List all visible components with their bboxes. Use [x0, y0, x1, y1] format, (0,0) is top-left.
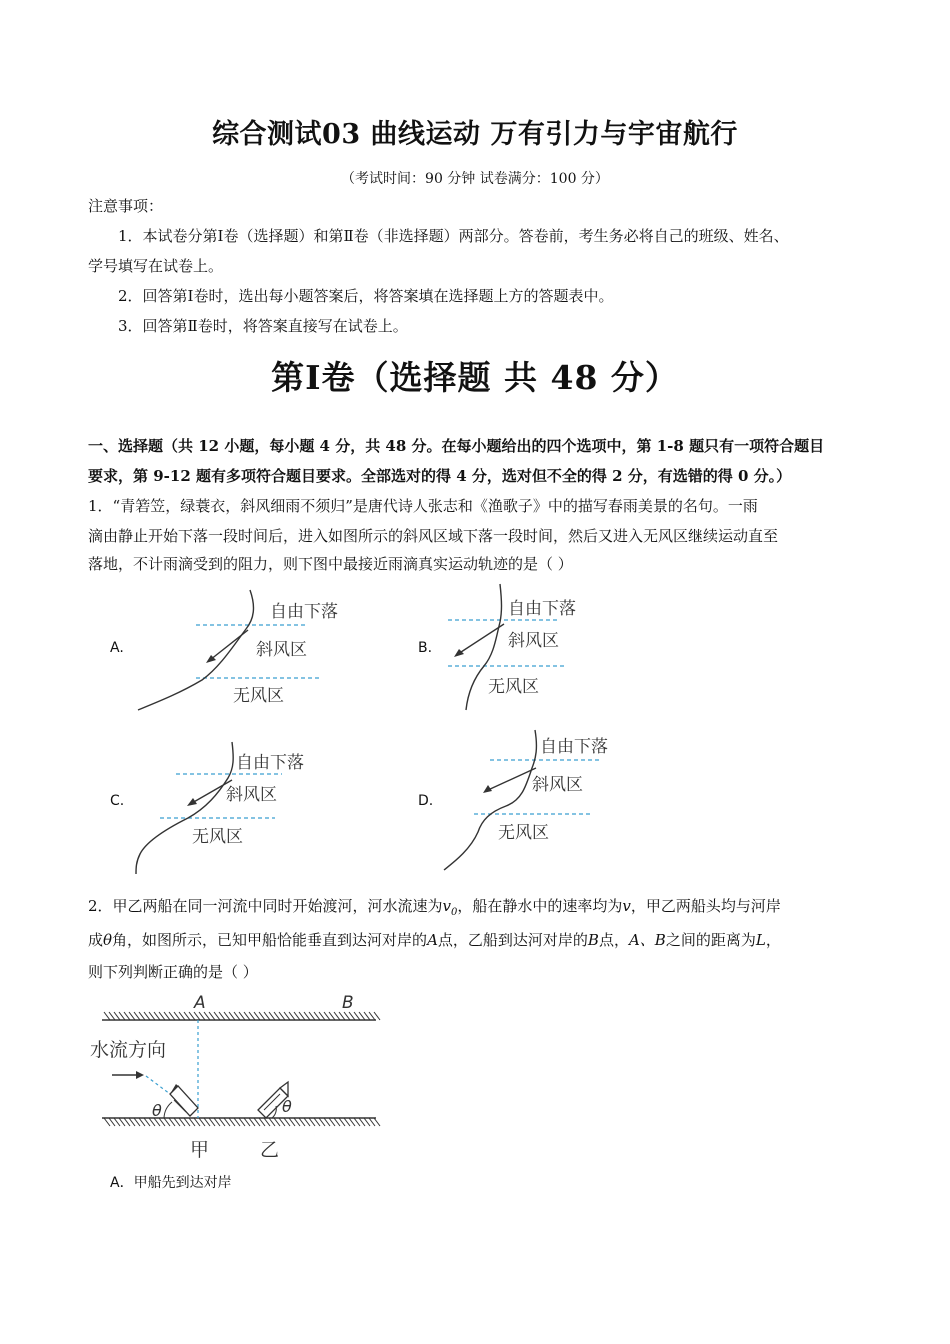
flow-direction-label: 水流方向 [90, 1039, 167, 1061]
q1-option-c-label: C. [110, 793, 125, 809]
q1-stem-line-1: 1．“青箬笠，绿蓑衣，斜风细雨不须归”是唐代诗人张志和《渔歌子》中的描写春雨美景的名句。一雨 [88, 497, 758, 515]
angle-jia-label: θ [152, 1101, 162, 1120]
boat-yi-label: 乙 [260, 1139, 280, 1161]
label-no-wind: 无风区 [192, 827, 243, 847]
q1-stem-line-2: 滴由静止开始下落一段时间后，进入如图所示的斜风区域下落一段时间，然后又进入无风区继续运动直至 [88, 527, 779, 545]
q2-option-a: A．甲船先到达对岸 [110, 1175, 232, 1191]
notice-item-1-cont: 学号填写在试卷上。 [88, 257, 224, 275]
q2-river-figure [90, 990, 383, 1162]
page-title: 综合测试03 曲线运动 万有引力与宇宙航行 [212, 119, 738, 150]
label-wind-zone: 斜风区 [508, 631, 559, 651]
label-wind-zone: 斜风区 [256, 640, 307, 660]
q1-stem-line-3: 落地，不计雨滴受到的阻力，则下图中最接近雨滴真实运动轨迹的是（ ） [88, 555, 573, 573]
label-wind-zone: 斜风区 [226, 785, 277, 805]
label-wind-zone: 斜风区 [532, 775, 583, 795]
boat-jia-icon [170, 1084, 198, 1116]
label-free-fall: 自由下落 [270, 602, 338, 622]
q1-option-b-label: B. [418, 640, 433, 656]
q2-stem-line-2: 成θ角，如图所示，已知甲船恰能垂直到达河对岸的A点，乙船到达河对岸的B点，A、B之间的距离为L， [88, 931, 781, 949]
section-instructions-2: 要求，第 9-12 题有多项符合题目要求。全部选对的得 4 分，选对但不全的得 2 分，有选错的得 0 分。） [88, 467, 792, 485]
notice-item-3: 3．回答第Ⅱ卷时，将答案直接写在试卷上。 [118, 317, 408, 335]
boat-jia-label: 甲 [190, 1139, 210, 1161]
symbol-v0: $v_0$ [442, 897, 458, 918]
q1-figure-c [130, 738, 330, 876]
q1-figure-a [130, 585, 360, 715]
section-instructions-1: 一、选择题（共 12 小题，每小题 4 分，共 48 分。在每小题给出的四个选项中，第 1-8 题只有一项符合题目 [88, 437, 825, 455]
label-no-wind: 无风区 [488, 677, 539, 697]
notice-heading: 注意事项： [88, 197, 164, 215]
point-b-label: B [342, 993, 354, 1013]
label-no-wind: 无风区 [233, 686, 284, 706]
q1-option-d-label: D. [418, 793, 434, 809]
q1-figure-b [440, 582, 610, 714]
notice-item-1: 1．本试卷分第Ⅰ卷（选择题）和第Ⅱ卷（非选择题）两部分。答卷前，考生务必将自己的班级、姓名、 [118, 227, 789, 245]
angle-yi-label: θ [282, 1097, 292, 1116]
q1-figure-d [440, 728, 630, 873]
label-free-fall: 自由下落 [508, 599, 576, 619]
label-free-fall: 自由下落 [540, 737, 608, 757]
label-no-wind: 无风区 [498, 823, 549, 843]
q1-option-a-label: A. [110, 640, 124, 656]
label-free-fall: 自由下落 [236, 753, 304, 773]
notice-item-2: 2．回答第Ⅰ卷时，选出每小题答案后，将答案填在选择题上方的答题表中。 [118, 287, 614, 305]
q2-stem-line-3: 则下列判断正确的是（ ） [88, 963, 258, 981]
section-title: 第Ⅰ卷（选择题 共 48 分） [271, 358, 679, 397]
point-a-label: A [194, 993, 206, 1013]
q2-stem-line-1: 2．甲乙两船在同一河流中同时开始渡河，河水流速为$v_0$，船在静水中的速率均为v，甲乙两船头均与河岸 [88, 897, 781, 918]
exam-info: （考试时间：90 分钟 试卷满分：100 分） [341, 171, 609, 187]
